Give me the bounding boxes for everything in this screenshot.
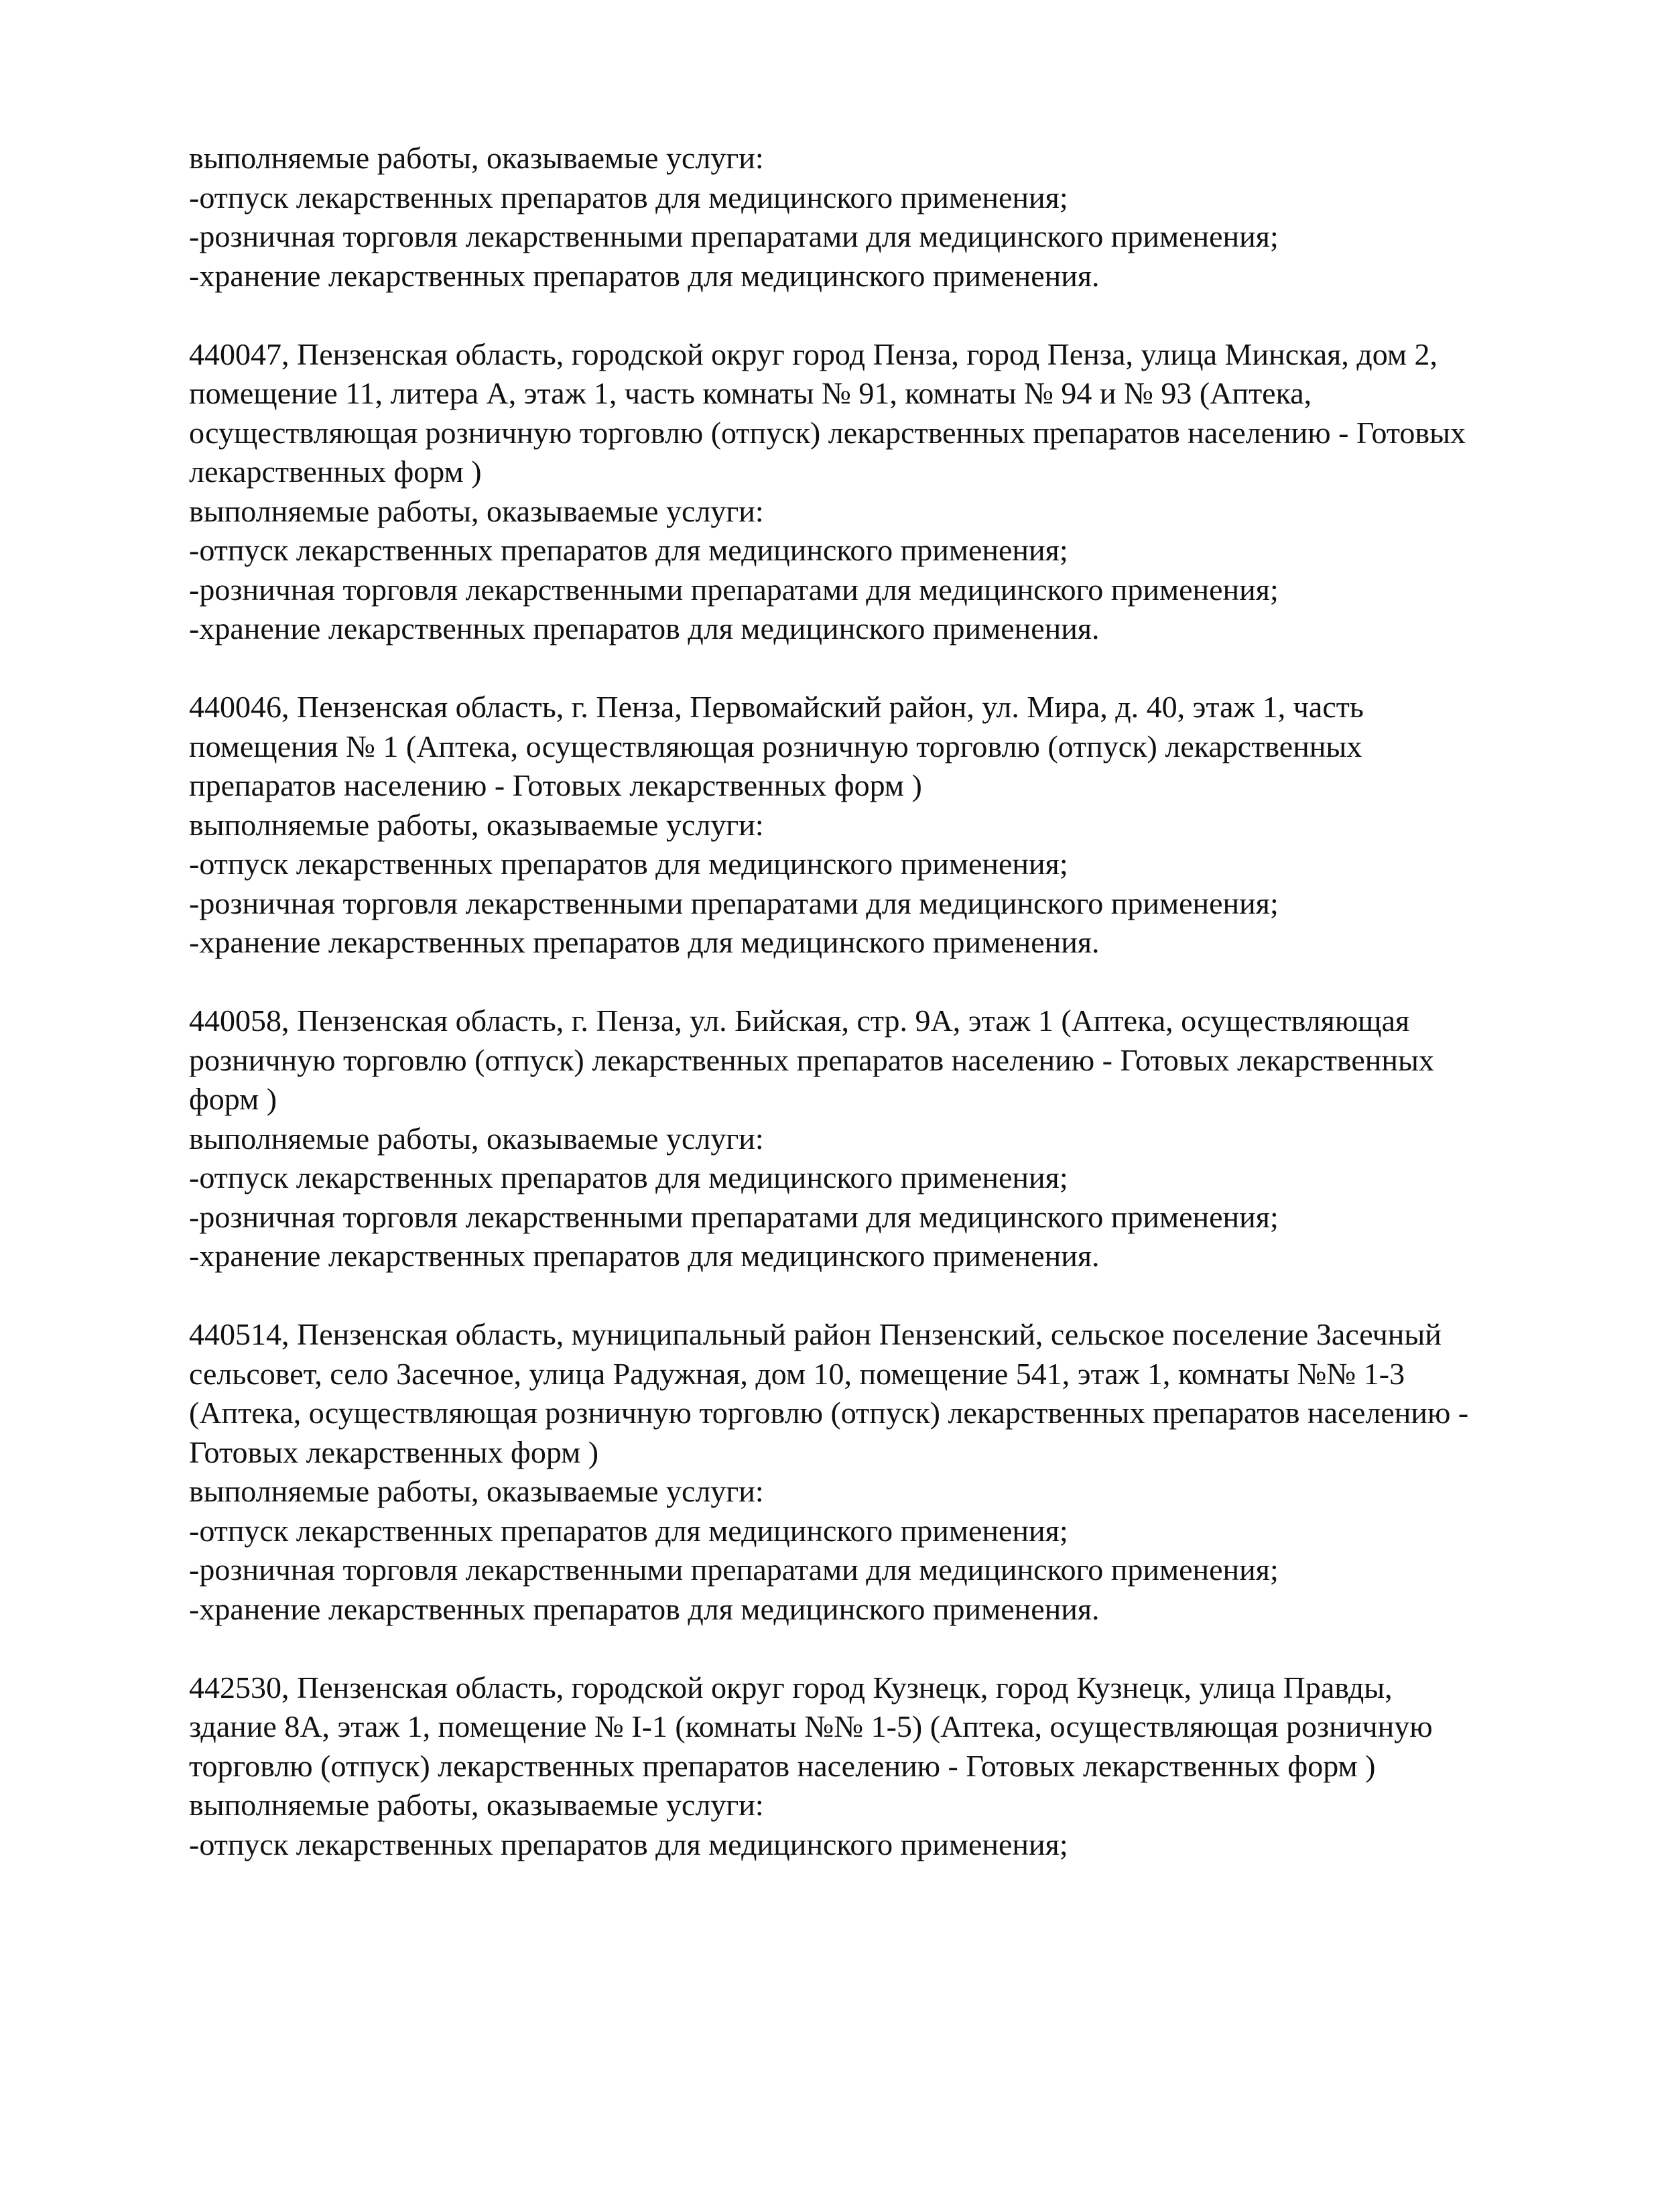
text-line: -отпуск лекарственных препаратов для медицинского применения;: [189, 180, 1068, 214]
text-line: помещение 11, литера А, этаж 1, часть комнаты № 91, комнаты № 94 и № 93 (Аптека,: [189, 376, 1312, 410]
text-line: -розничная торговля лекарственными препаратами для медицинского применения;: [189, 1552, 1279, 1587]
text-line: -хранение лекарственных препаратов для медицинского применения.: [189, 258, 1100, 293]
address-block-kuznetsk: [189, 1668, 1556, 1865]
text-line: выполняемые работы, оказываемые услуги:: [189, 1121, 764, 1156]
text-line: выполняемые работы, оказываемые услуги:: [189, 493, 764, 528]
text-line: препаратов населению - Готовых лекарственных форм ): [189, 768, 922, 802]
text-line: -отпуск лекарственных препаратов для медицинского применения;: [189, 1513, 1068, 1548]
text-line: торговлю (отпуск) лекарственных препаратов населению - Готовых лекарственных форм ): [189, 1748, 1376, 1783]
text-line: -хранение лекарственных препаратов для медицинского применения.: [189, 1591, 1100, 1626]
text-line: -отпуск лекарственных препаратов для медицинского применения;: [189, 847, 1068, 881]
text-line: -розничная торговля лекарственными препаратами для медицинского применения;: [189, 219, 1279, 253]
services-block: [189, 139, 1556, 296]
text-line: форм ): [189, 1082, 277, 1116]
text-line: выполняемые работы, оказываемые услуги:: [189, 1788, 764, 1822]
text-line: Готовых лекарственных форм ): [189, 1434, 599, 1469]
text-line: -отпуск лекарственных препаратов для медицинского применения;: [189, 533, 1068, 567]
address-block-biyskaya: [189, 1001, 1556, 1276]
text-line: 440514, Пензенская область, муниципальный район Пензенский, сельское поселение Засечный: [189, 1317, 1442, 1351]
text-line: лекарственных форм ): [189, 454, 482, 489]
text-line: сельсовет, село Засечное, улица Радужная, дом 10, помещение 541, этаж 1, комнаты №№ 1-3: [189, 1356, 1405, 1391]
text-line: -отпуск лекарственных препаратов для медицинского применения;: [189, 1827, 1068, 1861]
text-line: -хранение лекарственных препаратов для медицинского применения.: [189, 611, 1100, 646]
text-line: -хранение лекарственных препаратов для медицинского применения.: [189, 1239, 1100, 1273]
text-line: 440046, Пензенская область, г. Пенза, Первомайский район, ул. Мира, д. 40, этаж 1, часть: [189, 690, 1364, 724]
text-line: (Аптека, осуществляющая розничную торговлю (отпуск) лекарственных препаратов населению -: [189, 1396, 1469, 1430]
text-line: выполняемые работы, оказываемые услуги:: [189, 141, 764, 175]
text-line: выполняемые работы, оказываемые услуги:: [189, 1474, 764, 1508]
address-block-mira: [189, 688, 1556, 963]
text-line: осуществляющая розничную торговлю (отпуск) лекарственных препаратов населению - Готовых: [189, 415, 1466, 450]
text-line: помещения № 1 (Аптека, осуществляющая розничную торговлю (отпуск) лекарственных: [189, 729, 1362, 763]
text-line: -отпуск лекарственных препаратов для медицинского применения;: [189, 1160, 1068, 1194]
address-block-zasechnoe: [189, 1315, 1556, 1629]
text-line: -розничная торговля лекарственными препаратами для медицинского применения;: [189, 885, 1279, 920]
text-line: здание 8А, этаж 1, помещение № I-1 (комнаты №№ 1-5) (Аптека, осуществляющая розничную: [189, 1709, 1433, 1743]
document-body: [189, 139, 1556, 1904]
address-block-minskaya: [189, 335, 1556, 649]
text-line: 442530, Пензенская область, городской округ город Кузнецк, город Кузнецк, улица Правды,: [189, 1670, 1393, 1705]
text-line: выполняемые работы, оказываемые услуги:: [189, 807, 764, 842]
text-line: -розничная торговля лекарственными препаратами для медицинского применения;: [189, 572, 1279, 607]
text-line: -розничная торговля лекарственными препаратами для медицинского применения;: [189, 1199, 1279, 1234]
text-line: розничную торговлю (отпуск) лекарственных препаратов населению - Готовых лекарственных: [189, 1042, 1434, 1077]
text-line: 440047, Пензенская область, городской округ город Пенза, город Пенза, улица Минская, дом 2,: [189, 336, 1437, 371]
text-line: -хранение лекарственных препаратов для медицинского применения.: [189, 925, 1100, 959]
text-line: 440058, Пензенская область, г. Пенза, ул. Бийская, стр. 9А, этаж 1 (Аптека, осуществляющая: [189, 1003, 1410, 1038]
